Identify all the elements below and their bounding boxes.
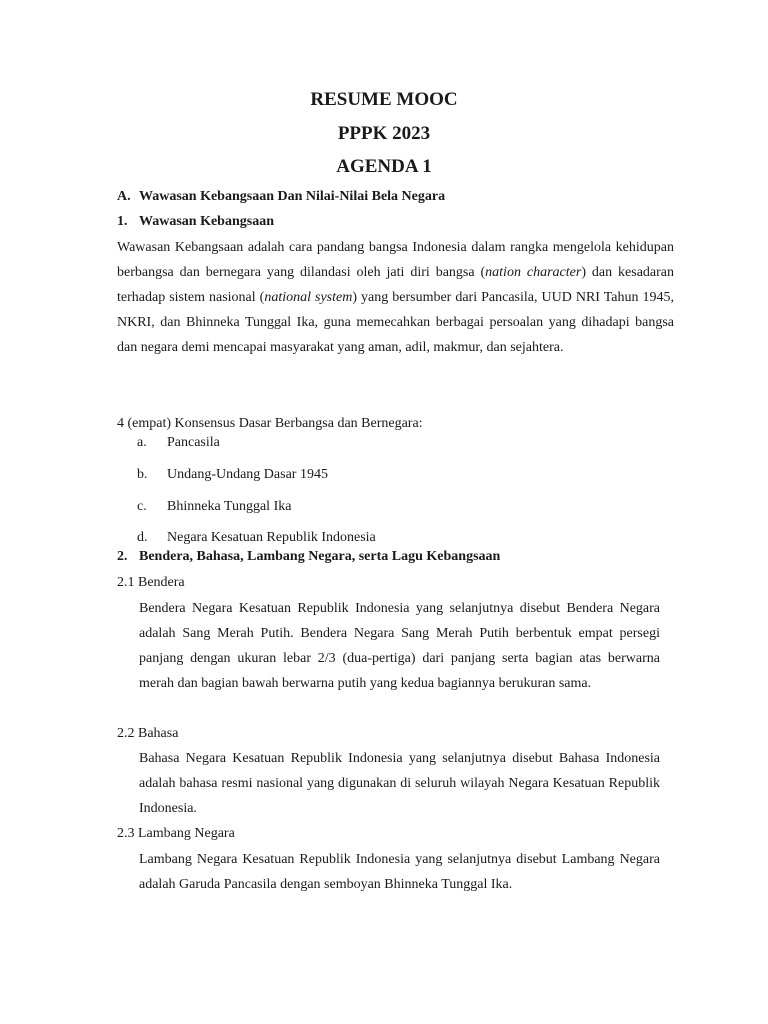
subsection-bendera-label: 2.1 Bendera bbox=[117, 575, 185, 590]
section-2-heading bbox=[117, 550, 500, 564]
wawasan-text-3: ) yang bersumber dari Pancasila, UUD NRI Tahun 1945, NKRI, dan Bhinneka Tunggal Ika, guna memecahkan berbagai persoalan yang dihadapi bangsa dan negara demi mencapai masyarakat yang aman, adil, makmur, dan sejahtera. bbox=[117, 290, 675, 355]
section-2-number: 2. bbox=[117, 549, 128, 564]
section-1-heading bbox=[117, 215, 274, 229]
subsection-lambang-label: 2.3 Lambang Negara bbox=[117, 826, 235, 841]
section-a-heading bbox=[117, 190, 445, 204]
konsensus-label: 4 (empat) Konsensus Dasar Berbangsa dan Bernegara: bbox=[117, 416, 423, 431]
list-marker: b. bbox=[137, 467, 148, 482]
subsection-bahasa-label: 2.2 Bahasa bbox=[117, 726, 179, 741]
wawasan-text-1: Wawasan Kebangsaan adalah cara pandang bangsa Indonesia dalam rangka mengelola kehidupan berbangsa dan bernegara yang dilandasi oleh jati diri bangsa ( bbox=[117, 240, 674, 280]
subsection-bahasa-text: Bahasa Negara Kesatuan Republik Indonesia yang selanjutnya disebut Bahasa Indonesia adalah bahasa resmi nasional yang digunakan di seluruh wilayah Negara Kesatuan Republik Indonesia. bbox=[139, 751, 660, 816]
list-marker: c. bbox=[137, 499, 147, 514]
wawasan-italic-1: nation character bbox=[485, 265, 582, 280]
list-text: Bhinneka Tunggal Ika bbox=[167, 499, 292, 514]
section-1-title: Wawasan Kebangsaan bbox=[139, 214, 274, 229]
subsection-lambang-text: Lambang Negara Kesatuan Republik Indonesia yang selanjutnya disebut Lambang Negara adalah Garuda Pancasila dengan semboyan Bhinneka Tunggal Ika. bbox=[139, 852, 660, 892]
wawasan-text-2: ) dan kesadaran terhadap sistem nasional ( bbox=[117, 265, 674, 305]
list-marker: d. bbox=[137, 530, 148, 545]
list-marker: a. bbox=[137, 435, 147, 450]
wawasan-paragraph bbox=[117, 235, 674, 360]
document-subtitle: PPPK 2023 bbox=[337, 123, 431, 144]
document-agenda: AGENDA 1 bbox=[336, 156, 432, 177]
document-title: RESUME MOOC bbox=[310, 89, 458, 110]
list-text: Negara Kesatuan Republik Indonesia bbox=[167, 530, 376, 545]
section-2-title: Bendera, Bahasa, Lambang Negara, serta Lagu Kebangsaan bbox=[139, 549, 501, 564]
section-a-title: Wawasan Kebangsaan Dan Nilai-Nilai Bela Negara bbox=[139, 189, 446, 204]
list-text: Pancasila bbox=[167, 435, 220, 450]
section-a-number: A. bbox=[117, 189, 131, 204]
subsection-bendera-text: Bendera Negara Kesatuan Republik Indonesia yang selanjutnya disebut Bendera Negara adalah Sang Merah Putih. Bendera Negara Sang Merah Putih berbentuk empat persegi panjang dengan ukuran lebar 2/3 (dua-pertiga) dari panjang serta bagian atas berwarna merah dan bagian bawah berwarna putih yang kedua bagiannya berukuran sama. bbox=[139, 601, 660, 691]
list-text: Undang-Undang Dasar 1945 bbox=[167, 467, 328, 482]
section-1-number: 1. bbox=[117, 214, 128, 229]
wawasan-italic-2: national system bbox=[264, 290, 353, 305]
